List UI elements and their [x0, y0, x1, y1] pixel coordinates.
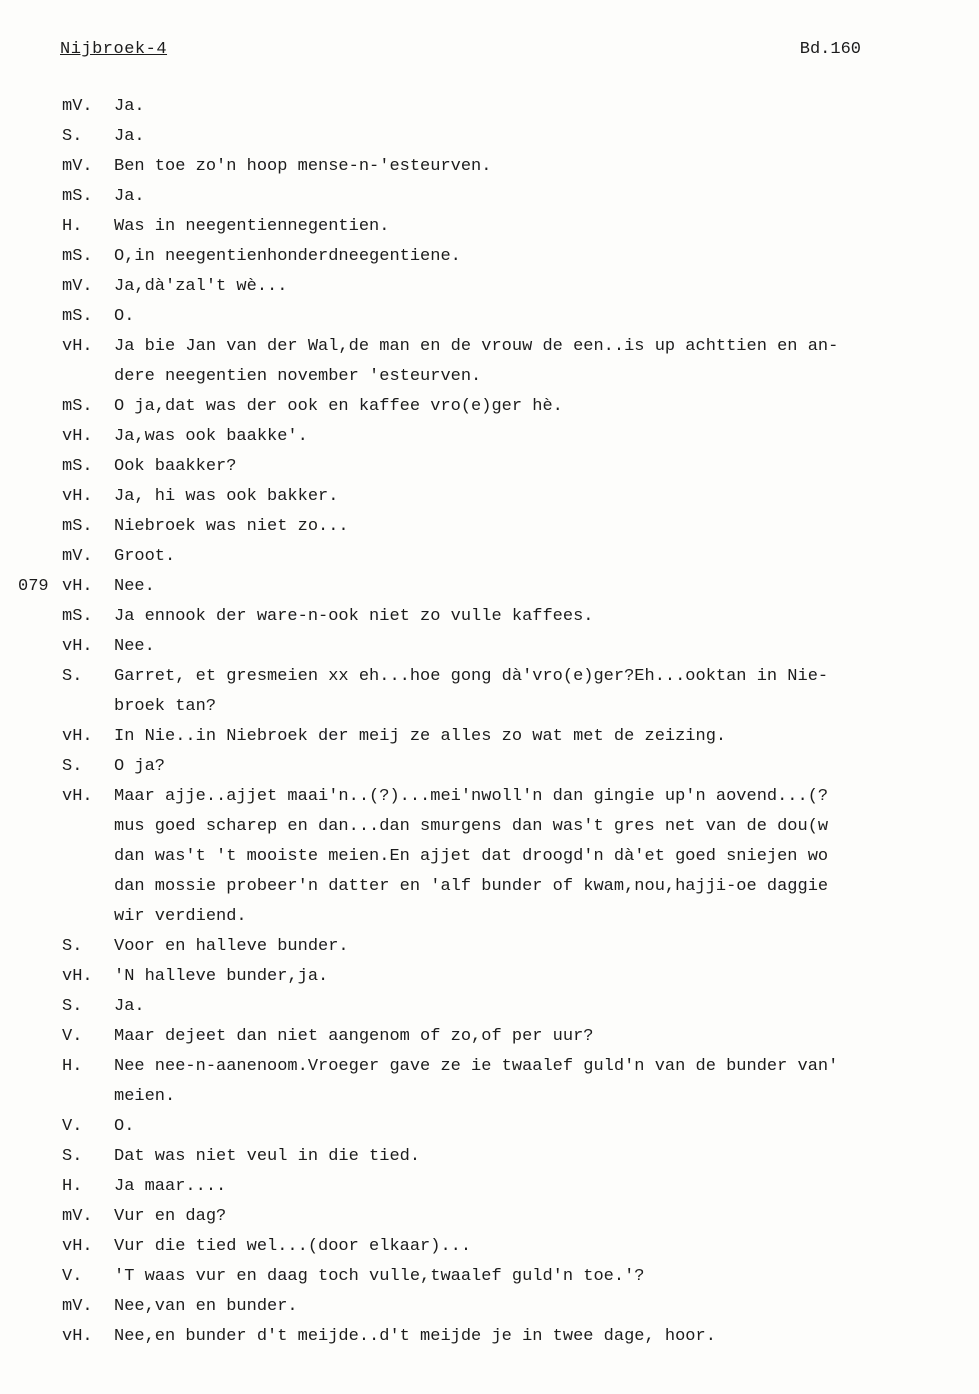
transcript-line — [0, 992, 979, 1022]
speaker-label: vH. — [62, 577, 93, 596]
speaker-label: mV. — [62, 1297, 93, 1316]
utterance-text: Ja ennook der ware-n-ook niet zo vulle kaffees. — [114, 607, 594, 626]
speaker-label: V. — [62, 1267, 83, 1286]
utterance-text: Ja bie Jan van der Wal,de man en de vrouw de een..is up achttien en an- — [114, 337, 839, 356]
speaker-label: S. — [62, 667, 83, 686]
speaker-label: H. — [62, 217, 83, 236]
speaker-label: mS. — [62, 517, 93, 536]
transcript-line — [0, 482, 979, 512]
utterance-text: Voor en hallеve bunder. — [114, 937, 349, 956]
speaker-label: vH. — [62, 337, 93, 356]
speaker-label: vH. — [62, 727, 93, 746]
utterance-text: Groot. — [114, 547, 176, 566]
utterance-text: Dat was niet veul in die tied. — [114, 1147, 421, 1166]
page-number: Bd.160 — [799, 40, 861, 59]
transcript-line-continuation — [0, 1082, 979, 1112]
utterance-text: O,in neegentienhonderdneegentiene. — [114, 247, 461, 266]
speaker-label: vH. — [62, 637, 93, 656]
utterance-text: 'T waas vur en daag toch vulle,twaalef guld'n toe.'? — [114, 1267, 645, 1286]
transcript-line — [0, 1052, 979, 1082]
speaker-label: vH. — [62, 427, 93, 446]
transcript — [0, 92, 979, 1352]
transcript-line — [0, 212, 979, 242]
speaker-label: mV. — [62, 97, 93, 116]
margin-counter: 079 — [18, 577, 49, 596]
transcript-line-continuation — [0, 842, 979, 872]
transcript-line — [0, 1172, 979, 1202]
speaker-label: S. — [62, 937, 83, 956]
utterance-text: Garret, et gresmeien xx eh...hoe gong dà'vro(e)ger?Eh...ooktan in Nie- — [114, 667, 829, 686]
utterance-text: Nee,van en bunder. — [114, 1297, 298, 1316]
transcript-line — [0, 152, 979, 182]
utterance-text: wir verdiend. — [114, 907, 247, 926]
speaker-label: S. — [62, 1147, 83, 1166]
transcript-line — [0, 722, 979, 752]
transcript-line — [0, 752, 979, 782]
transcript-line — [0, 392, 979, 422]
transcript-line — [0, 962, 979, 992]
utterance-text: Ja. — [114, 997, 145, 1016]
speaker-label: mS. — [62, 307, 93, 326]
speaker-label: mS. — [62, 457, 93, 476]
utterance-text: Nee. — [114, 577, 155, 596]
utterance-text: Nee,en bunder d't meijde..d't meijde je in twee dage, hoor. — [114, 1327, 716, 1346]
speaker-label: S. — [62, 997, 83, 1016]
transcript-line-continuation — [0, 692, 979, 722]
utterance-text: Ja, hi was ook bakker. — [114, 487, 339, 506]
speaker-label: mV. — [62, 1207, 93, 1226]
utterance-text: Nee nee-n-aanenoom.Vroeger gave ze ie twaalef guld'n van de bunder van' — [114, 1057, 839, 1076]
utterance-text: dan mossie probeer'n datter en 'alf bunder of kwam,nou,hajji-oe daggie — [114, 877, 829, 896]
transcript-line — [0, 512, 979, 542]
utterance-text: O. — [114, 307, 135, 326]
utterance-text: Vur die tied wel...(door elkaar)... — [114, 1237, 472, 1256]
utterance-text: Vur en dag? — [114, 1207, 227, 1226]
utterance-text: O. — [114, 1117, 135, 1136]
utterance-text: dan was't 't mooiste meien.En ajjet dat droogd'n dà'et goed sniejen wo — [114, 847, 829, 866]
transcript-line — [0, 632, 979, 662]
transcript-line — [0, 1022, 979, 1052]
utterance-text: Ja,dà'zal't wè... — [114, 277, 288, 296]
document-title: Nijbroek-4 — [60, 40, 168, 59]
utterance-text: Niebroek was niet zo... — [114, 517, 349, 536]
transcript-line — [0, 422, 979, 452]
utterance-text: In Nie..in Niebroek der meij ze alles zo wat met de zeizing. — [114, 727, 727, 746]
transcript-line-continuation — [0, 362, 979, 392]
utterance-text: broek tan? — [114, 697, 217, 716]
transcript-line — [0, 542, 979, 572]
transcript-line-continuation — [0, 902, 979, 932]
speaker-label: mV. — [62, 547, 93, 566]
utterance-text: Ja. — [114, 127, 145, 146]
speaker-label: H. — [62, 1177, 83, 1196]
transcript-line — [0, 272, 979, 302]
utterance-text: Maar dejeet dan niet aangenom of zo,of per uur? — [114, 1027, 594, 1046]
transcript-line — [0, 932, 979, 962]
transcript-line — [0, 1262, 979, 1292]
speaker-label: S. — [62, 757, 83, 776]
speaker-label: V. — [62, 1027, 83, 1046]
speaker-label: mS. — [62, 397, 93, 416]
transcript-line — [0, 122, 979, 152]
utterance-text: Ja. — [114, 187, 145, 206]
utterance-text: Ook baakker? — [114, 457, 237, 476]
speaker-label: H. — [62, 1057, 83, 1076]
utterance-text: meien. — [114, 1087, 176, 1106]
transcript-line-continuation — [0, 872, 979, 902]
utterance-text: O ja,dat was der ook en kaffee vro(e)ger hè. — [114, 397, 563, 416]
transcript-line — [0, 92, 979, 122]
utterance-text: 'N halleve bunder,ja. — [114, 967, 329, 986]
speaker-label: vH. — [62, 1327, 93, 1346]
transcript-line — [0, 1142, 979, 1172]
transcript-line — [0, 662, 979, 692]
page-header — [60, 40, 861, 70]
utterance-text: Ja. — [114, 97, 145, 116]
utterance-text: Was in neegentiennegentien. — [114, 217, 390, 236]
speaker-label: V. — [62, 1117, 83, 1136]
speaker-label: mV. — [62, 277, 93, 296]
transcript-line — [0, 302, 979, 332]
utterance-text: Maar ajje..ajjet maai'n..(?)...mei'nwoll'n dan gingie up'n aovend...(? — [114, 787, 829, 806]
transcript-line — [0, 1322, 979, 1352]
speaker-label: vH. — [62, 1237, 93, 1256]
speaker-label: vH. — [62, 967, 93, 986]
speaker-label: mS. — [62, 607, 93, 626]
transcript-line — [0, 782, 979, 812]
transcript-line — [0, 182, 979, 212]
speaker-label: mS. — [62, 247, 93, 266]
transcript-line — [0, 1202, 979, 1232]
utterance-text: Ja maar.... — [114, 1177, 227, 1196]
utterance-text: O ja? — [114, 757, 166, 776]
utterance-text: Ja,was ook baakke'. — [114, 427, 308, 446]
utterance-text: Nee. — [114, 637, 155, 656]
transcript-line — [0, 602, 979, 632]
transcript-line — [0, 332, 979, 362]
utterance-text: dere neegentien november 'esteurven. — [114, 367, 482, 386]
transcript-line — [0, 452, 979, 482]
speaker-label: vH. — [62, 787, 93, 806]
speaker-label: S. — [62, 127, 83, 146]
transcript-line — [0, 572, 979, 602]
speaker-label: mS. — [62, 187, 93, 206]
transcript-line-continuation — [0, 812, 979, 842]
transcript-line — [0, 1292, 979, 1322]
utterance-text: Ben toe zo'n hoop mense-n-'esteurven. — [114, 157, 492, 176]
transcript-line — [0, 242, 979, 272]
transcript-line — [0, 1232, 979, 1262]
utterance-text: mus goed scharep en dan...dan smurgens dan was't gres net van de dou(w — [114, 817, 829, 836]
transcript-line — [0, 1112, 979, 1142]
speaker-label: mV. — [62, 157, 93, 176]
speaker-label: vH. — [62, 487, 93, 506]
